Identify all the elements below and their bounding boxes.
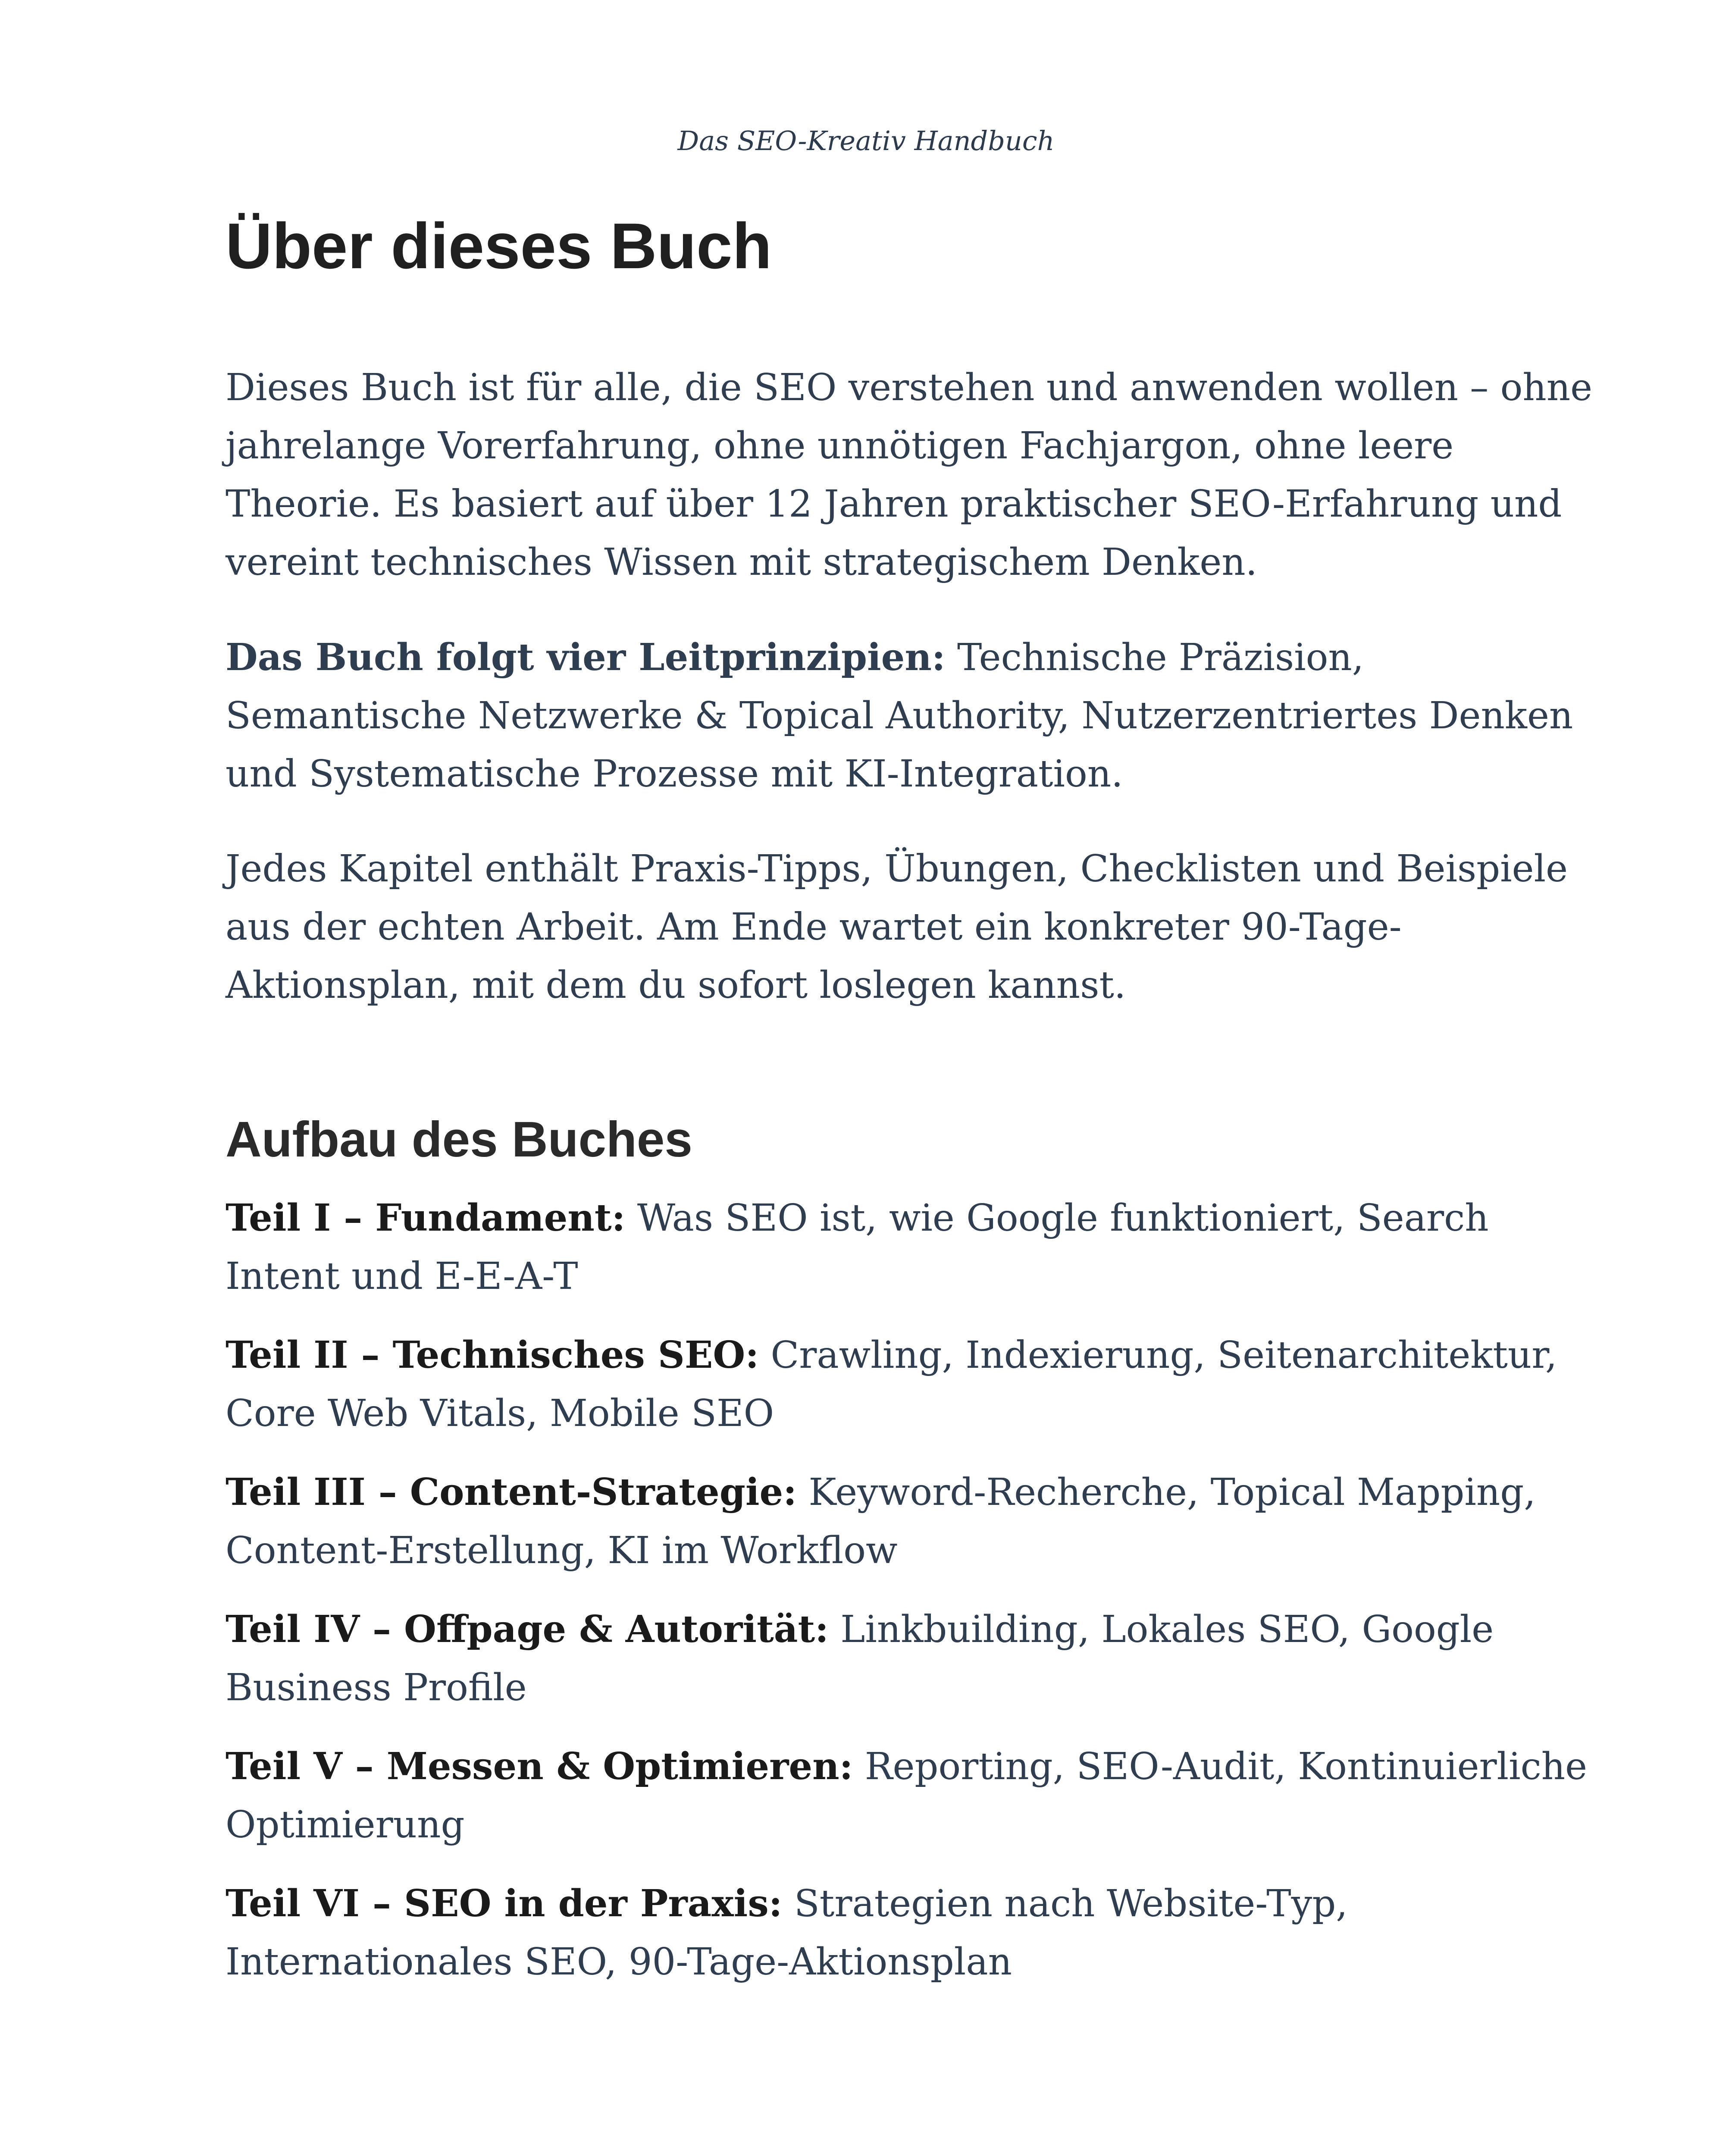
section-title: Aufbau des Buches [226,1111,692,1167]
part-description: Keyword-Recherche, Topical Mapping, Content-Erstellung, KI im Workflow [226,1471,1536,1572]
paragraph-text: Technische Präzision, Semantische Netzwerke & Topical Authority, Nutzerzentriertes Denken und Systematische Prozesse mit KI-Integration. [226,636,1573,796]
part-description: Crawling, Indexierung, Seitenarchitektur, Core Web Vitals, Mobile SEO [226,1334,1557,1435]
paragraph-text: Dieses Buch ist für alle, die SEO verstehen und anwenden wollen – ohne jahrelange Vorerfahrung, ohne unnötigen Fachjargon, ohne leere Theorie. Es basiert auf über 12 Jahren praktischer SEO-Erfahrung und vereint technisches Wissen mit strategischem Denken. [226,366,1593,584]
parts-list [226,1189,1597,1991]
list-item [226,1737,1597,1854]
part-label: Teil III – Content-Strategie: [226,1470,797,1514]
page-title: Über dieses Buch [226,210,772,282]
part-label: Teil IV – Offpage & Autorität: [226,1608,829,1651]
page-content [226,203,1597,2012]
part-label: Teil II – Technisches SEO: [226,1333,759,1377]
list-item [226,1600,1597,1717]
principles-paragraph [226,628,1597,803]
part-label: Teil VI – SEO in der Praxis: [226,1882,783,1925]
part-label: Teil V – Messen & Optimieren: [226,1745,853,1788]
part-description: Linkbuilding, Lokales SEO, Google Business Profile [226,1608,1494,1709]
list-item [226,1463,1597,1580]
list-item [226,1326,1597,1443]
list-item [226,1189,1597,1306]
paragraph-text: Jedes Kapitel enthält Praxis-Tipps, Übungen, Checklisten und Beispiele aus der echten Arbeit. Am Ende wartet ein konkreter 90-Tage-Aktionsplan, mit dem du sofort loslegen kannst. [226,847,1568,1007]
part-description: Was SEO ist, wie Google funktioniert, Search Intent und E-E-A-T [226,1197,1489,1298]
part-description: Reporting, SEO-Audit, Kontinuierliche Optimierung [226,1745,1588,1846]
part-description: Strategien nach Website-Typ, Internationales SEO, 90-Tage-Aktionsplan [226,1882,1348,1984]
chapters-paragraph [226,840,1597,1015]
paragraph-lead: Das Buch folgt vier Leitprinzipien: [226,636,946,679]
running-header: Das SEO-Kreativ Handbuch [677,125,1055,157]
list-item [226,1874,1597,1991]
intro-paragraph [226,359,1597,592]
part-label: Teil I – Fundament: [226,1196,626,1240]
